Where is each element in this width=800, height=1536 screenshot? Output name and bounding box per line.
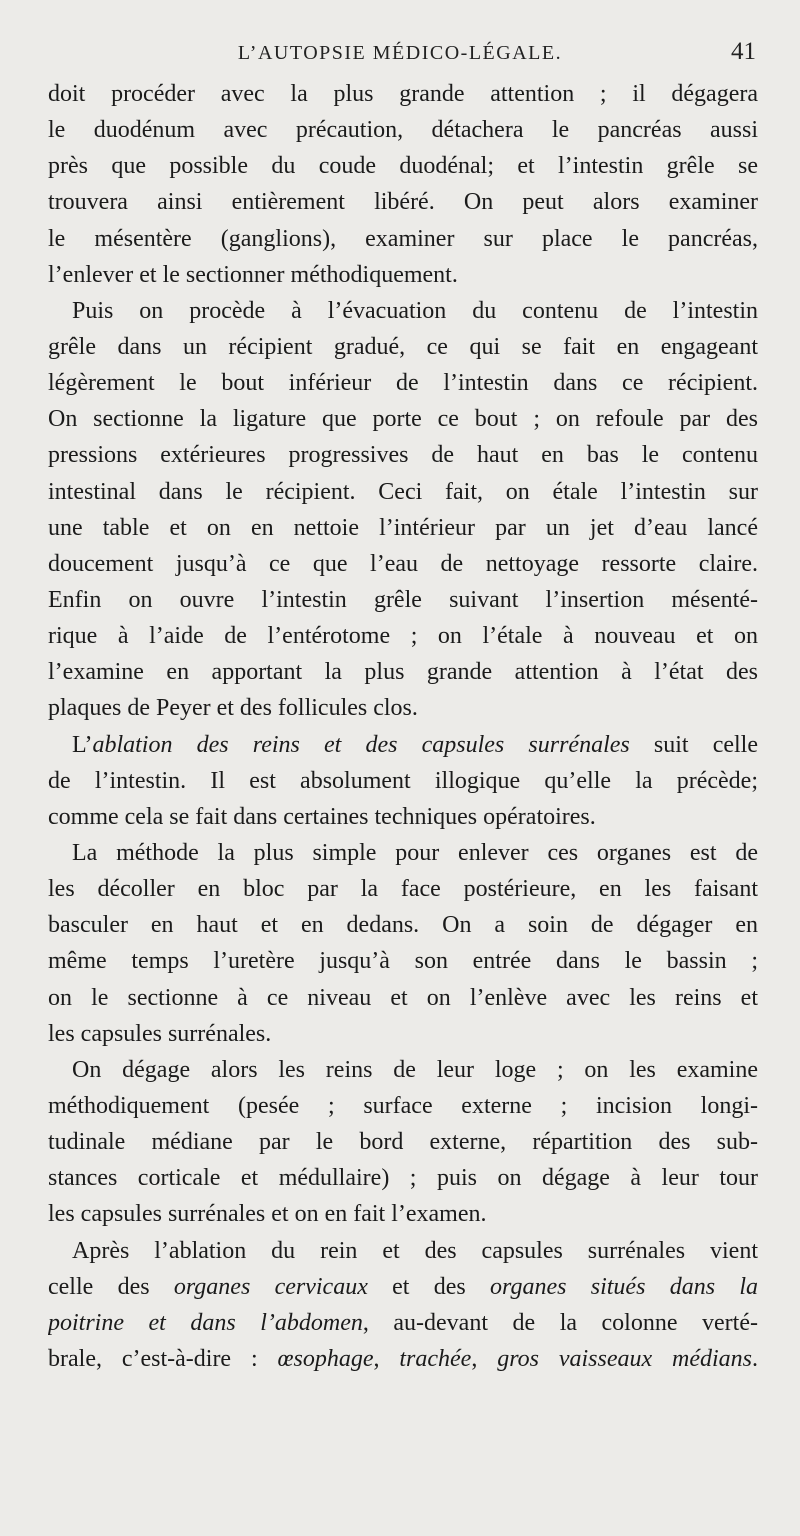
page-number: 41: [731, 38, 756, 65]
text-span: celle des: [48, 1273, 174, 1300]
text-line: même temps l’uretère jusqu’à son entrée dans le bassin ;: [48, 948, 758, 975]
text-span: et des: [367, 1273, 491, 1300]
text-line: [48, 1341, 758, 1377]
text-line: trouvera ainsi entièrement libéré. On peut alors examiner: [48, 189, 758, 216]
text-line: méthodiquement (pesée ; surface externe ; incision longi-: [48, 1092, 758, 1119]
text-line: [48, 727, 758, 763]
text-line: Puis on procède à l’évacuation du contenu de l’intestin: [72, 297, 758, 324]
running-head: L’AUTOPSIE MÉDICO-LÉGALE.: [237, 42, 563, 64]
text-line: Après l’ablation du rein et des capsules surrénales vient: [72, 1237, 758, 1264]
page-header: [0, 38, 800, 74]
text-line: les décoller en bloc par la face postérieure, en les faisant: [48, 876, 758, 903]
italic-span: ablation des reins et des capsules surrénales: [92, 731, 630, 758]
text-line: La méthode la plus simple pour enlever ces organes est de: [72, 839, 758, 866]
text-line: rique à l’aide de l’entérotome ; on l’étale à nouveau et on: [48, 623, 758, 650]
text-line: intestinal dans le récipient. Ceci fait, on étale l’intestin sur: [48, 478, 758, 505]
text-line: on le sectionne à ce niveau et on l’enlève avec les reins et: [48, 984, 758, 1011]
text-line: grêle dans un récipient gradué, ce qui se fait en engageant: [48, 333, 758, 360]
text-line: basculer en haut et en dedans. On a soin de dégager en: [48, 912, 758, 939]
italic-span: poitrine et dans l’abdomen: [48, 1309, 363, 1336]
text-line: une table et on en nettoie l’intérieur par un jet d’eau lancé: [48, 514, 758, 541]
italic-span: organes cervicaux: [173, 1273, 368, 1300]
text-line: pressions extérieures progressives de haut en bas le contenu: [48, 442, 758, 469]
italic-span: gros vaisseaux médians: [497, 1345, 753, 1372]
text-line: de l’intestin. Il est absolument illogique qu’elle la précède;: [48, 767, 758, 794]
text-line: l’examine en apportant la plus grande attention à l’état des: [48, 659, 758, 686]
italic-span: œsophage: [277, 1345, 374, 1372]
text-line: près que possible du coude duodénal; et l’intestin grêle se: [48, 153, 758, 180]
text-span: , au-devant de la colonne verté-: [362, 1309, 758, 1336]
text-line: [48, 1269, 758, 1305]
italic-span: trachée: [399, 1345, 472, 1372]
text-line: légèrement le bout inférieur de l’intestin dans ce récipient.: [48, 370, 758, 397]
italic-span: organes situés dans la: [490, 1273, 758, 1300]
text-line: On sectionne la ligature que porte ce bout ; on refoule par des: [48, 406, 758, 433]
text-span: suit celle: [629, 731, 758, 758]
text-line: stances corticale et médullaire) ; puis on dégage à leur tour: [48, 1165, 758, 1192]
text-span: .: [752, 1345, 758, 1372]
body-text: [48, 76, 758, 1377]
text-line: doucement jusqu’à ce que l’eau de nettoyage ressorte claire.: [48, 550, 758, 577]
text-line: le mésentère (ganglions), examiner sur place le pancréas,: [48, 225, 758, 252]
text-line: tudinale médiane par le bord externe, répartition des sub-: [48, 1129, 758, 1156]
text-line: doit procéder avec la plus grande attention ; il dégagera: [48, 81, 758, 107]
text-line: l’enlever et le sectionner méthodiquement.: [48, 261, 458, 288]
text-line: les capsules surrénales.: [48, 1020, 272, 1047]
text-line: Enfin on ouvre l’intestin grêle suivant l’insertion mésenté-: [48, 586, 758, 613]
text-span: brale, c’est-à-dire :: [48, 1345, 278, 1372]
text-line: On dégage alors les reins de leur loge ; on les examine: [72, 1056, 758, 1083]
text-span: ,: [471, 1345, 498, 1372]
text-line: plaques de Peyer et des follicules clos.: [48, 695, 418, 722]
text-span: ,: [373, 1345, 400, 1372]
text-line: le duodénum avec précaution, détachera le pancréas aussi: [48, 117, 758, 144]
text-line: [48, 1305, 758, 1341]
text-span: L’: [72, 731, 93, 758]
text-line: les capsules surrénales et on en fait l’examen.: [48, 1201, 487, 1228]
text-line: comme cela se fait dans certaines techniques opératoires.: [48, 803, 596, 830]
